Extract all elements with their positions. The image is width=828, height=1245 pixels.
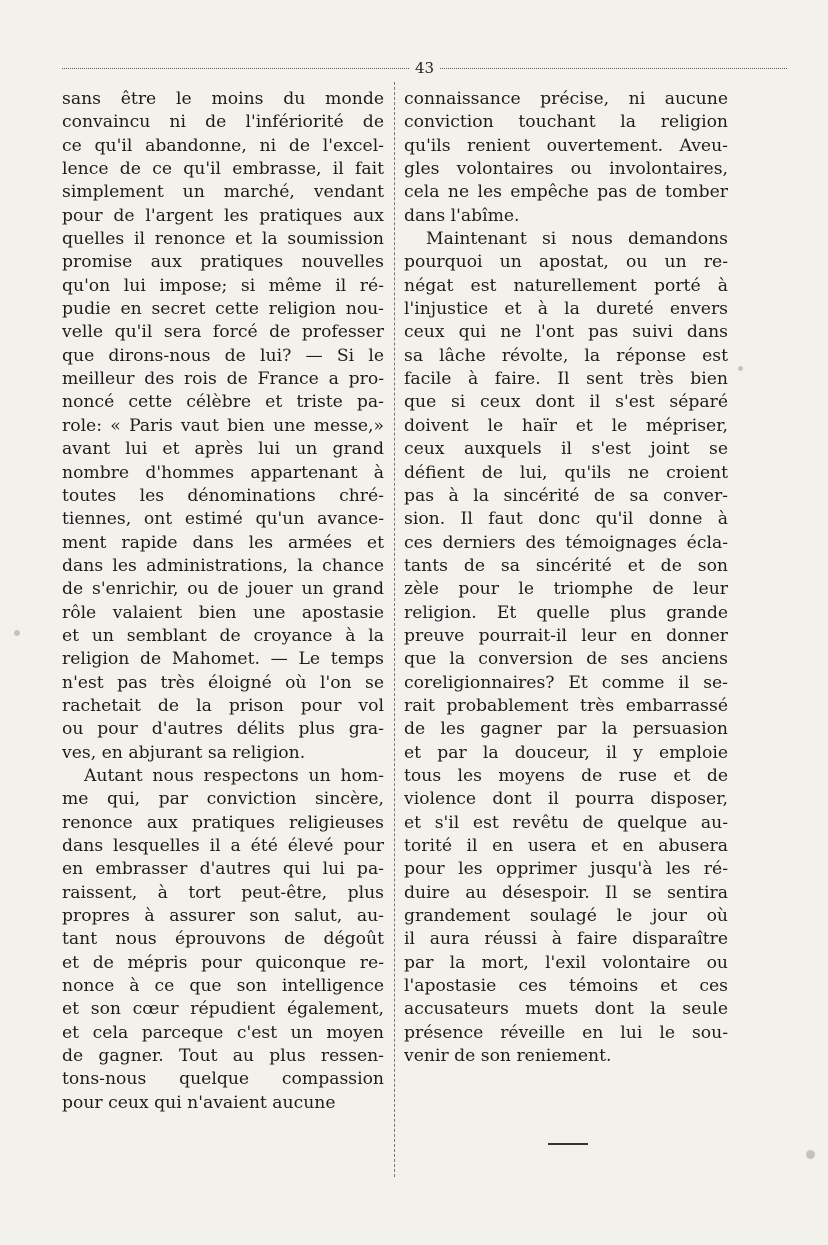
text-line: l'injustice et à la dureté envers — [404, 299, 728, 320]
page-header — [62, 58, 787, 78]
text-line: me qui, par conviction sincère, — [62, 789, 384, 810]
text-line: pour ceux qui n'avaient aucune — [62, 1092, 336, 1113]
text-line: que la conversion de ses anciens — [404, 649, 728, 670]
text-line: tiennes, ont estimé qu'un avance- — [62, 509, 384, 530]
text-line: par la mort, l'exil volontaire ou — [404, 952, 728, 973]
text-line: lence de ce qu'il embrasse, il fait — [62, 159, 384, 180]
text-line: religion de Mahomet. — Le temps — [62, 649, 384, 670]
text-line: grandement soulagé le jour où — [404, 906, 728, 927]
text-line: venir de son reniement. — [404, 1046, 612, 1067]
text-line: Autant nous respectons un hom- — [84, 765, 384, 786]
text-line: ceux auxquels il s'est joint se — [404, 439, 728, 460]
text-line: simplement un marché, vendant — [62, 182, 384, 203]
text-line: n'est pas très éloigné où l'on se — [62, 672, 384, 693]
text-line: tants de sa sincérité et de son — [404, 555, 728, 576]
text-line: l'apostasie ces témoins et ces — [404, 976, 728, 997]
text-line: convaincu ni de l'infériorité de — [62, 112, 384, 133]
text-line: dans lesquelles il a été élevé pour — [62, 836, 384, 856]
text-line: présence réveille en lui le sou- — [404, 1022, 728, 1043]
text-line: rachetait de la prison pour vol — [62, 695, 384, 716]
text-line: meilleur des rois de France a pro- — [62, 369, 384, 390]
text-line: il aura réussi à faire disparaître — [404, 929, 728, 950]
text-line: en embrasser d'autres qui lui pa- — [62, 859, 384, 880]
text-line: gles volontaires ou involontaires, — [404, 159, 728, 180]
text-line: nombre d'hommes appartenant à — [62, 462, 384, 483]
text-line: et son cœur répudient également, — [62, 999, 384, 1020]
text-line: négat est naturellement porté à — [404, 275, 728, 296]
text-line: sion. Il faut donc qu'il donne à — [404, 509, 728, 530]
text-line: ceux qui ne l'ont pas suivi dans — [404, 322, 728, 343]
text-line: et cela parceque c'est un moyen — [62, 1022, 384, 1043]
text-line: role: « Paris vaut bien une messe,» — [62, 415, 384, 436]
text-line: zèle pour le triomphe de leur — [404, 579, 728, 600]
text-line: noncé cette célèbre et triste pa- — [62, 392, 384, 413]
text-line: défient de lui, qu'ils ne croient — [404, 462, 728, 483]
text-line: et s'il est revêtu de quelque au- — [404, 812, 728, 833]
text-line: sa lâche révolte, la réponse est — [404, 345, 728, 366]
text-line: ou pour d'autres délits plus gra- — [62, 719, 384, 740]
text-line: velle qu'il sera forcé de professer — [62, 322, 384, 343]
left-column — [62, 88, 384, 1115]
text-line: pudie en secret cette religion nou- — [62, 299, 384, 320]
text-line: accusateurs muets dont la seule — [404, 999, 728, 1020]
text-line: tant nous éprouvons de dégoût — [62, 929, 384, 950]
end-mark — [548, 1143, 588, 1145]
text-line: pour de l'argent les pratiques aux — [62, 205, 384, 226]
text-line: pour les opprimer jusqu'à les ré- — [404, 859, 728, 880]
text-line: tous les moyens de ruse et de — [404, 765, 728, 786]
text-line: cela ne les empêche pas de tomber — [404, 182, 728, 203]
page-number: 43 — [414, 58, 435, 77]
text-line: rôle valaient bien une apostasie — [62, 602, 384, 623]
text-line: connaissance précise, ni aucune — [404, 89, 728, 109]
text-line: que si ceux dont il s'est séparé — [404, 392, 728, 413]
right-column — [404, 88, 728, 1068]
text-line: promise aux pratiques nouvelles — [62, 252, 384, 273]
text-line: preuve pourrait-il leur en donner — [404, 625, 728, 646]
text-line: dans l'abîme. — [404, 205, 520, 226]
text-line: violence dont il pourra disposer, — [404, 789, 728, 810]
text-line: toutes les dénominations chré- — [62, 485, 384, 506]
text-line: dans les administrations, la chance — [62, 555, 384, 576]
text-line: de gagner. Tout au plus ressen- — [62, 1046, 384, 1067]
text-line: raissent, à tort peut-être, plus — [62, 882, 384, 903]
text-line: ves, en abjurant sa religion. — [62, 742, 306, 763]
text-line: et par la douceur, il y emploie — [404, 742, 728, 763]
text-line: avant lui et après lui un grand — [62, 439, 384, 460]
text-line: de s'enrichir, ou de jouer un grand — [62, 579, 384, 600]
text-line: Maintenant si nous demandons — [426, 229, 728, 250]
header-rule-right — [440, 68, 787, 69]
text-line: renonce aux pratiques religieuses — [62, 812, 384, 833]
text-line: torité il en usera et en abusera — [404, 836, 728, 856]
header-rule-left — [62, 68, 409, 69]
text-line: rait probablement très embarrassé — [404, 695, 728, 716]
text-line: ce qu'il abandonne, ni de l'excel- — [62, 135, 384, 156]
text-line: doivent le haïr et le mépriser, — [404, 415, 728, 436]
paper-speck — [738, 366, 743, 371]
text-line: qu'on lui impose; si même il ré- — [62, 275, 384, 296]
paper-speck — [806, 1150, 815, 1159]
text-line: pas à la sincérité de sa conver- — [404, 485, 728, 506]
text-line: et de mépris pour quiconque re- — [62, 952, 384, 973]
text-line: tons-nous quelque compassion — [62, 1069, 384, 1090]
text-line: propres à assurer son salut, au- — [62, 906, 384, 927]
text-line: de les gagner par la persuasion — [404, 719, 728, 740]
text-line: sans être le moins du monde — [62, 89, 384, 109]
paper-speck — [14, 630, 20, 636]
text-line: ment rapide dans les armées et — [62, 532, 384, 553]
column-divider — [394, 82, 395, 1177]
text-line: facile à faire. Il sent très bien — [404, 369, 728, 390]
text-line: religion. Et quelle plus grande — [404, 602, 728, 623]
text-line: duire au désespoir. Il se sentira — [404, 882, 728, 903]
text-line: conviction touchant la religion — [404, 112, 728, 133]
text-line: quelles il renonce et la soumission — [62, 229, 384, 250]
text-line: et un semblant de croyance à la — [62, 625, 384, 646]
text-line: qu'ils renient ouvertement. Aveu- — [404, 135, 728, 156]
text-line: nonce à ce que son intelligence — [62, 976, 384, 997]
text-line: ces derniers des témoignages écla- — [404, 532, 728, 553]
text-line: pourquoi un apostat, ou un re- — [404, 252, 728, 273]
text-line: coreligionnaires? Et comme il se- — [404, 672, 728, 693]
text-line: que dirons-nous de lui? — Si le — [62, 345, 384, 366]
